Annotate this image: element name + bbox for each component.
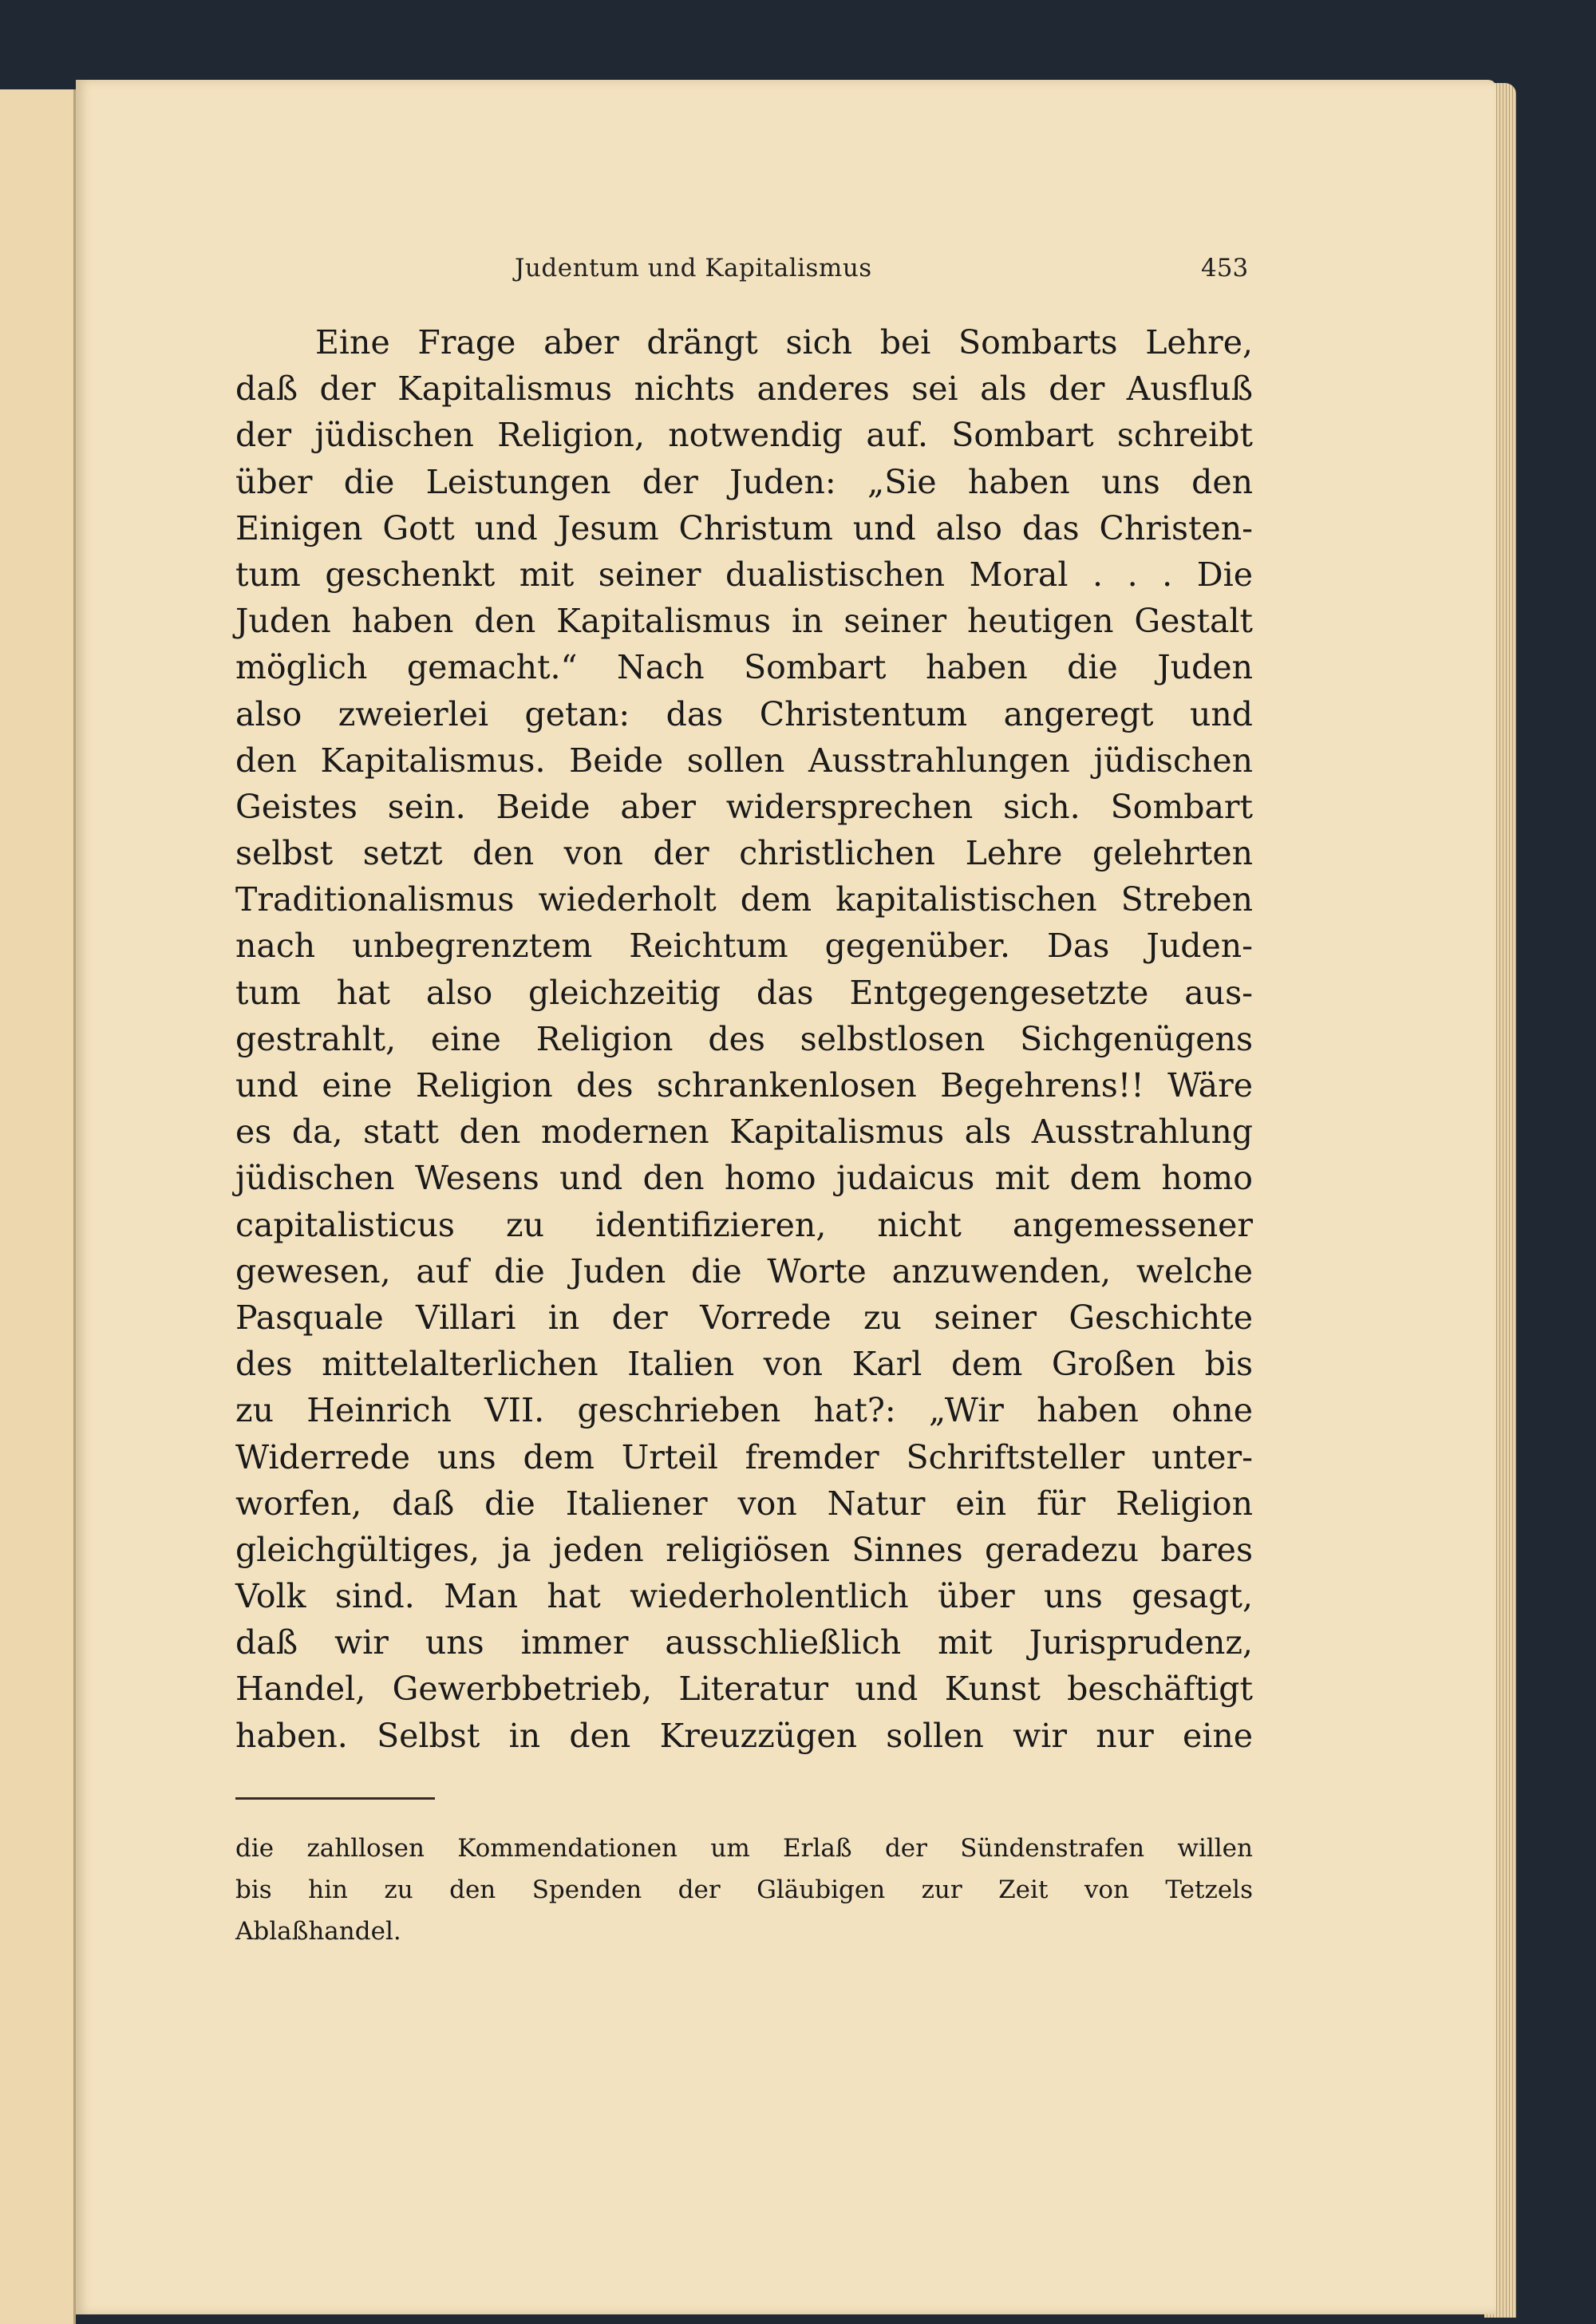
text-line: Traditionalismus wiederholt dem kapitalistischen Streben [235, 880, 1253, 919]
footnote-line: Ablaßhandel. [235, 1917, 401, 1946]
text-line: tum geschenkt mit seiner dualistischen Moral . . . Die [235, 555, 1253, 594]
text-line: nach unbegrenztem Reichtum gegenüber. Das Juden- [235, 927, 1253, 966]
text-line: haben. Selbst in den Kreuzzügen sollen wir nur eine [235, 1716, 1253, 1755]
running-title: Judentum und Kapitalismus [515, 254, 872, 283]
text-line: möglich gemacht.“ Nach Sombart haben die Juden [235, 648, 1253, 687]
text-line: gleichgültiges, ja jeden religiösen Sinnes geradezu bares [235, 1530, 1253, 1569]
text-line: capitalisticus zu identifizieren, nicht angemessener [235, 1205, 1253, 1244]
text-line: gewesen, auf die Juden die Worte anzuwenden, welche [235, 1251, 1253, 1290]
text-line: Einigen Gott und Jesum Christum und also das Christen- [235, 508, 1253, 547]
text-line: es da, statt den modernen Kapitalismus als Ausstrahlung [235, 1113, 1253, 1152]
text-line: über die Leistungen der Juden: „Sie haben uns den [235, 462, 1253, 501]
text-line: worfen, daß die Italiener von Natur ein für Religion [235, 1484, 1253, 1523]
text-line: Handel, Gewerbbetrieb, Literatur und Kunst beschäftigt [235, 1670, 1253, 1709]
text-line: Geistes sein. Beide aber widersprechen sich. Sombart [235, 787, 1253, 826]
text-line: Juden haben den Kapitalismus in seiner heutigen Gestalt [235, 602, 1253, 641]
body-text [235, 319, 1253, 1759]
page-number: 453 [1201, 254, 1249, 283]
text-line: Volk sind. Man hat wiederholentlich über uns gesagt, [235, 1577, 1253, 1616]
footnote [235, 1828, 1253, 1952]
previous-page-edge [0, 89, 76, 2324]
text-line: Widerrede uns dem Urteil fremder Schriftsteller unter- [235, 1437, 1253, 1476]
text-line: Pasquale Villari in der Vorrede zu seiner Geschichte [235, 1298, 1253, 1337]
footnote-line: die zahllosen Kommendationen um Erlaß der Sündenstrafen willen [235, 1834, 1253, 1863]
text-line: tum hat also gleichzeitig das Entgegengesetzte aus- [235, 973, 1253, 1012]
text-line: des mittelalterlichen Italien von Karl dem Großen bis [235, 1345, 1253, 1384]
text-line: jüdischen Wesens und den homo judaicus mit dem homo [235, 1159, 1253, 1198]
text-line: Eine Frage aber drängt sich bei Sombarts Lehre, [315, 323, 1253, 362]
text-line: also zweierlei getan: das Christentum angeregt und [235, 694, 1253, 733]
text-line: und eine Religion des schrankenlosen Begehrens!! Wäre [235, 1066, 1253, 1105]
text-line: zu Heinrich VII. geschrieben hat?: „Wir haben ohne [235, 1391, 1253, 1430]
text-line: selbst setzt den von der christlichen Lehre gelehrten [235, 834, 1253, 873]
text-line: daß der Kapitalismus nichts anderes sei als der Ausfluß [235, 370, 1253, 409]
footnote-rule [235, 1797, 435, 1800]
text-line: gestrahlt, eine Religion des selbstlosen Sichgenügens [235, 1019, 1253, 1058]
text-line: der jüdischen Religion, notwendig auf. Sombart schreibt [235, 416, 1253, 455]
text-line: daß wir uns immer ausschließlich mit Jurisprudenz, [235, 1623, 1253, 1662]
text-line: den Kapitalismus. Beide sollen Ausstrahlungen jüdischen [235, 741, 1253, 780]
footnote-line: bis hin zu den Spenden der Gläubigen zur Zeit von Tetzels [235, 1875, 1253, 1904]
